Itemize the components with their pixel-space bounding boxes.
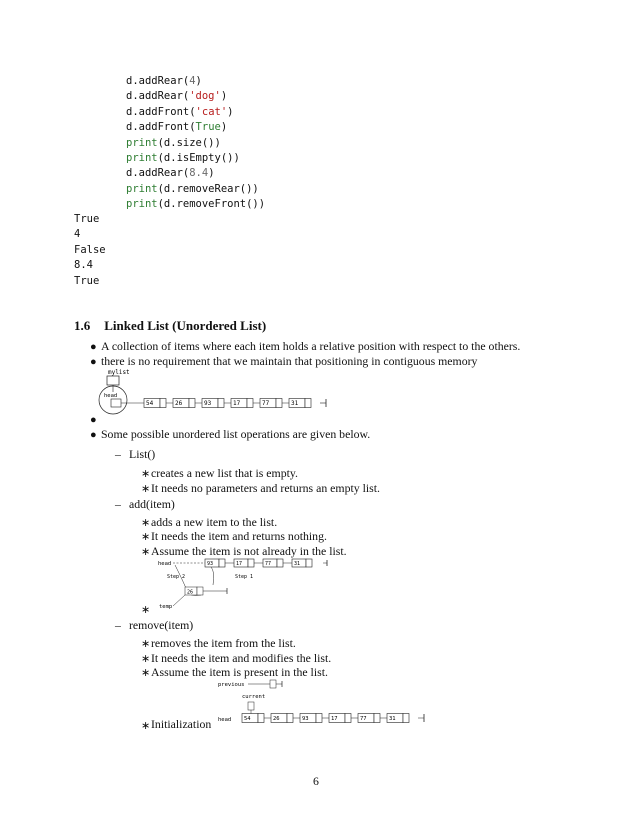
code-line (126, 74, 265, 89)
star-marker: ∗ (141, 531, 151, 543)
code-line (126, 89, 265, 104)
list-node (289, 399, 311, 408)
star-marker: ∗ (141, 483, 151, 495)
mylist-label: mylist (108, 369, 130, 376)
section-heading (74, 318, 266, 334)
code-token: ) (220, 121, 228, 134)
bullet-text-2: there is no requirement that we maintain that positioning in contiguous memory (101, 354, 478, 368)
node-value: 93 (207, 560, 214, 567)
list-node (387, 714, 409, 723)
node-value: 26 (273, 715, 280, 722)
bullet-text-4: Some possible unordered list operations are given below. (101, 427, 371, 441)
output-line: True (74, 274, 100, 287)
node-value: 54 (244, 715, 251, 722)
list-node (205, 559, 234, 567)
dash-marker: – (115, 447, 121, 461)
node-value: 31 (291, 400, 299, 408)
op-remove-name: remove(item) (129, 618, 194, 632)
code-line (126, 182, 265, 197)
code-token: print (126, 198, 158, 211)
node-value: 77 (265, 560, 272, 567)
bullet-icon: ● (90, 341, 97, 353)
section-number: 1.6 (74, 318, 91, 333)
head-label: head (104, 393, 118, 399)
code-line (126, 120, 265, 135)
current-label: current (242, 694, 266, 700)
star-marker: ∗ (141, 720, 151, 732)
star-marker: ∗ (141, 604, 151, 616)
bullet-text-1: A collection of items where each item holds a relative position with respect to the others. (101, 339, 521, 353)
list-node (202, 399, 231, 408)
output-line: 4 (74, 228, 81, 241)
op-remove-item-3: Assume the item is present in the list. (151, 665, 328, 679)
code-token: ) (208, 167, 215, 180)
code-token: 'cat' (195, 105, 228, 118)
code-line (126, 136, 265, 151)
previous-label: previous (218, 682, 245, 688)
code-token: (d.removeFront()) (157, 198, 266, 211)
star-marker: ∗ (141, 667, 151, 679)
list-node (144, 399, 173, 408)
code-token: (d.removeRear()) (157, 182, 259, 195)
linked-list-diagram (98, 366, 338, 416)
code-token: ) (227, 105, 234, 118)
code-token: d.addFront( (126, 121, 196, 134)
add-item-diagram (155, 555, 340, 613)
code-token: print (126, 151, 158, 164)
dash-marker: – (115, 618, 121, 632)
output-block (74, 212, 106, 289)
page-number: 6 (313, 774, 319, 788)
code-token: 4 (189, 75, 196, 87)
code-token: (d.isEmpty()) (157, 151, 240, 164)
op-add-item-2: It needs the item and returns nothing. (151, 529, 327, 543)
section-title: Linked List (Unordered List) (104, 318, 267, 333)
node-value: 17 (331, 715, 338, 722)
code-token: (d.size()) (157, 136, 221, 149)
op-list-item-2: It needs no parameters and returns an empty list. (151, 481, 380, 495)
code-token: ) (195, 75, 202, 87)
code-token: True (195, 121, 221, 134)
output-line: False (74, 243, 106, 256)
op-remove-item-1: removes the item from the list. (151, 636, 296, 650)
step2-label: Step 2 (167, 574, 186, 580)
code-line (126, 151, 265, 166)
list-node (242, 714, 271, 723)
star-marker: ∗ (141, 653, 151, 665)
list-node (234, 559, 263, 567)
list-node (300, 714, 329, 723)
output-line: 8.4 (74, 259, 93, 272)
dash-marker: – (115, 497, 121, 511)
code-token: print (126, 136, 158, 149)
remove-init-diagram (214, 676, 444, 732)
code-line (126, 197, 265, 212)
list-node (263, 559, 292, 567)
new-node-value: 26 (187, 589, 194, 596)
node-value: 17 (233, 400, 241, 408)
op-remove-item-2: It needs the item and modifies the list. (151, 651, 332, 665)
list-node (260, 399, 289, 408)
code-token: d.addRear( (126, 75, 190, 87)
star-marker: ∗ (141, 468, 151, 480)
star-marker: ∗ (141, 517, 151, 529)
star-marker: ∗ (141, 638, 151, 650)
star-marker: ∗ (141, 546, 151, 558)
node-value: 77 (262, 400, 270, 408)
head-label: head (218, 717, 232, 723)
list-node (292, 559, 312, 567)
op-add-item-1: adds a new item to the list. (151, 515, 278, 529)
code-block (126, 74, 265, 213)
node-value: 26 (175, 400, 183, 408)
code-token: 8.4 (189, 167, 209, 180)
node-value: 93 (302, 715, 309, 722)
node-value: 54 (146, 400, 154, 408)
temp-label: temp (159, 604, 173, 610)
op-list-item-1: creates a new list that is empty. (151, 466, 298, 480)
code-token: d.addRear( (126, 167, 190, 180)
bullet-icon: ● (90, 414, 97, 426)
code-token: 'dog' (189, 90, 221, 103)
step1-label: Step 1 (235, 574, 254, 580)
code-token: d.addRear( (126, 90, 190, 103)
op-list-name: List() (129, 447, 156, 461)
list-node (329, 714, 358, 723)
node-value: 93 (204, 400, 212, 408)
head-label: head (158, 561, 172, 567)
list-node (271, 714, 300, 723)
list-node (358, 714, 387, 723)
list-node (231, 399, 260, 408)
output-line: True (74, 213, 100, 225)
node-value: 31 (294, 560, 301, 567)
code-token: print (126, 182, 158, 195)
node-value: 77 (360, 715, 367, 722)
code-line (126, 105, 265, 120)
op-add-item-3: Assume the item is not already in the list. (151, 544, 347, 558)
code-line (126, 166, 265, 181)
op-add-name: add(item) (129, 497, 175, 511)
node-value: 31 (389, 715, 396, 722)
op-remove-last: Initialization (151, 717, 212, 731)
code-token: ) (220, 90, 228, 103)
bullet-icon: ● (90, 356, 97, 368)
bullet-icon: ● (90, 429, 97, 441)
list-node (173, 399, 202, 408)
node-value: 17 (236, 560, 243, 567)
code-token: d.addFront( (126, 105, 196, 118)
